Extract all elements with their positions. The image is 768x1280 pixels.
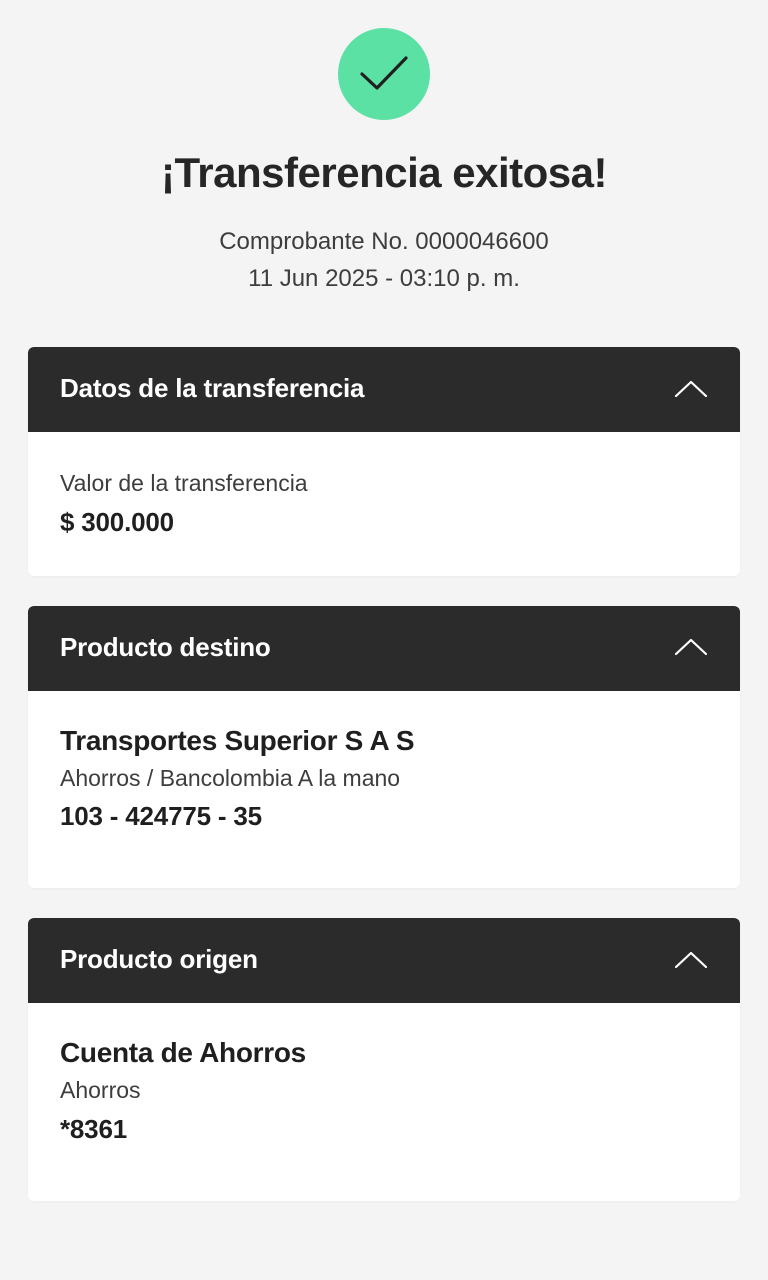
receipt-number: Comprobante No. 0000046600 — [219, 228, 549, 256]
card-producto-destino — [28, 606, 740, 889]
success-header — [0, 0, 768, 297]
card-title: Datos de la transferencia — [60, 373, 365, 404]
receipt-datetime: 11 Jun 2025 - 03:10 p. m. — [248, 264, 520, 292]
card-body-producto-origen — [28, 1003, 740, 1201]
card-title: Producto destino — [60, 631, 271, 662]
destination-name: Transportes Superior S A S — [60, 724, 415, 756]
receipt-info — [0, 224, 768, 297]
card-body-datos-transferencia — [28, 432, 740, 576]
chevron-up-icon[interactable] — [674, 636, 708, 658]
origin-type: Ahorros — [60, 1077, 141, 1104]
card-header-producto-destino[interactable] — [28, 606, 740, 691]
chevron-up-icon[interactable] — [674, 378, 708, 400]
amount-label: Valor de la transferencia — [60, 470, 308, 497]
card-datos-transferencia — [28, 347, 740, 576]
card-body-producto-destino — [28, 691, 740, 889]
card-title: Producto origen — [60, 944, 258, 975]
check-circle-icon — [338, 28, 430, 120]
origin-name: Cuenta de Ahorros — [60, 1037, 306, 1069]
origin-account: *8361 — [60, 1113, 127, 1144]
destination-account: 103 - 424775 - 35 — [60, 801, 262, 832]
destination-type: Ahorros / Bancolombia A la mano — [60, 764, 401, 791]
card-header-datos-transferencia[interactable] — [28, 347, 740, 432]
card-producto-origen — [28, 918, 740, 1201]
card-header-producto-origen[interactable] — [28, 918, 740, 1003]
details-card-list — [0, 347, 768, 1201]
chevron-up-icon[interactable] — [674, 949, 708, 971]
amount-value: $ 300.000 — [60, 506, 174, 537]
page-title: ¡Transferencia exitosa! — [160, 149, 608, 196]
